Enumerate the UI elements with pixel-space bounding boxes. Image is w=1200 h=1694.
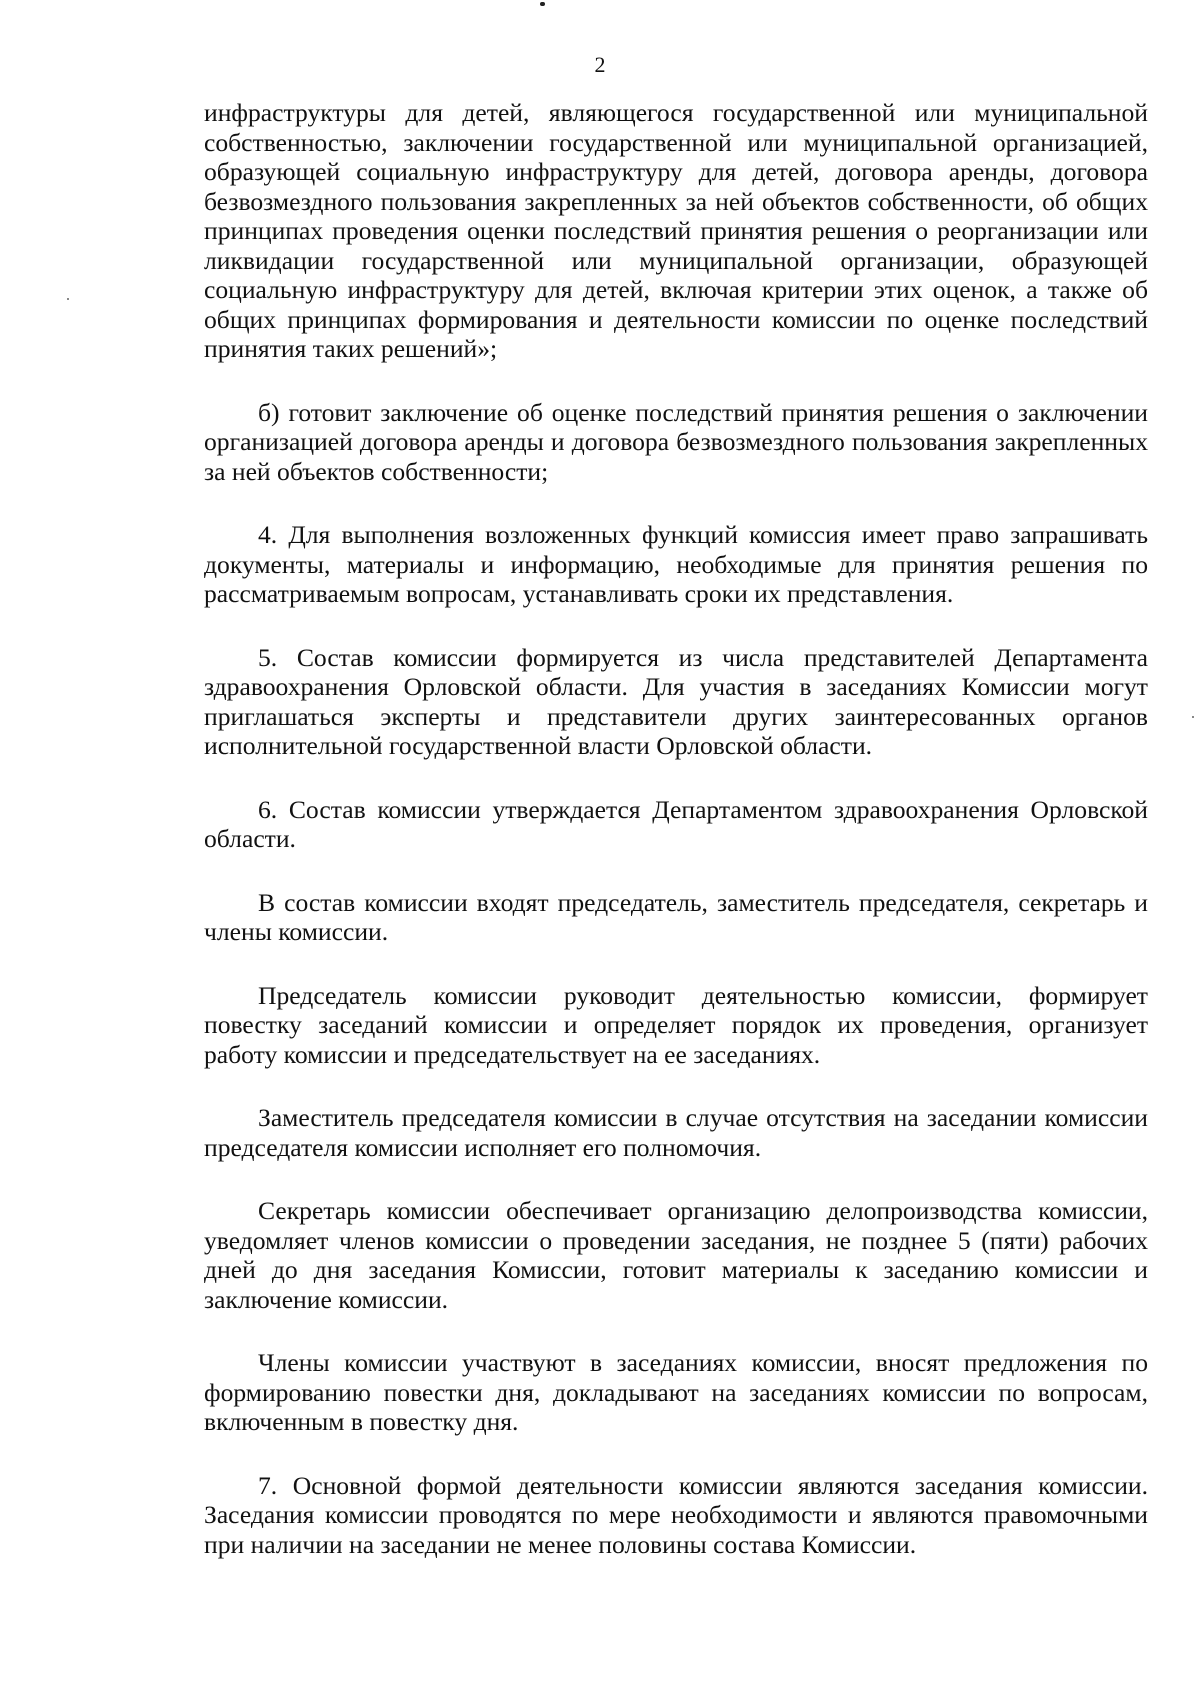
paragraph: инфраструктуры для детей, являющегося государственной или муниципальной собственностью, заключении государственной или муниципальной организацией, образующей социальную инфраструктуру для детей, договора аренды, договора безвозмездного пользования закрепленных за ней объектов собственности, об общих принципах проведения оценки последствий принятия решения о реорганизации или ликвидации государственной или муниципальной организации, образующей социальную инфраструктуру для детей, включая критерии этих оценок, а также об общих принципах формирования и деятельности комиссии по оценке последствий принятия таких решений»; <box>204 98 1148 363</box>
paragraph: 7. Основной формой деятельности комиссии являются заседания комиссии. Заседания комиссии проводятся по мере необходимости и являются правомочными при наличии на заседании не менее половины состава Комиссии. <box>204 1470 1148 1559</box>
paragraph: 6. Состав комиссии утверждается Департаментом здравоохранения Орловской области. <box>204 794 1148 853</box>
paragraph: 5. Состав комиссии формируется из числа представителей Департамента здравоохранения Орловской области. Для участия в заседаниях Комиссии могут приглашаться эксперты и представители других заинтересованных органов исполнительной государственной власти Орловской области. <box>204 642 1148 760</box>
paragraph: В состав комиссии входят председатель, заместитель председателя, секретарь и члены комиссии. <box>204 887 1148 946</box>
paragraph: Члены комиссии участвуют в заседаниях комиссии, вносят предложения по формированию повестки дня, докладывают на заседаниях комиссии по вопросам, включенным в повестку дня. <box>204 1348 1148 1436</box>
document-body <box>204 98 1148 1559</box>
paragraph: Заместитель председателя комиссии в случае отсутствия на заседании комиссии председателя комиссии исполняет его полномочия. <box>204 1103 1148 1162</box>
paragraph: 4. Для выполнения возложенных функций комиссия имеет право запрашивать документы, материалы и информацию, необходимые для принятия решения по рассматриваемым вопросам, устанавливать сроки их представления. <box>204 520 1148 608</box>
page-number: 2 <box>594 52 606 77</box>
scan-mark <box>540 2 545 6</box>
paragraph: б) готовит заключение об оценке последствий принятия решения о заключении организацией договора аренды и договора безвозмездного пользования закрепленных за ней объектов собственности; <box>204 397 1148 486</box>
paragraph: Председатель комиссии руководит деятельностью комиссии, формирует повестку заседаний комиссии и определяет порядок их проведения, организует работу комиссии и председательствует на ее заседаниях. <box>204 980 1148 1069</box>
scan-speck <box>67 298 69 300</box>
scan-speck <box>1192 716 1194 718</box>
paragraph: Секретарь комиссии обеспечивает организацию делопроизводства комиссии, уведомляет членов комиссии о проведении заседания, не позднее 5 (пяти) рабочих дней до дня заседания Комиссии, готовит материалы к заседанию комиссии и заключение комиссии. <box>204 1196 1148 1314</box>
